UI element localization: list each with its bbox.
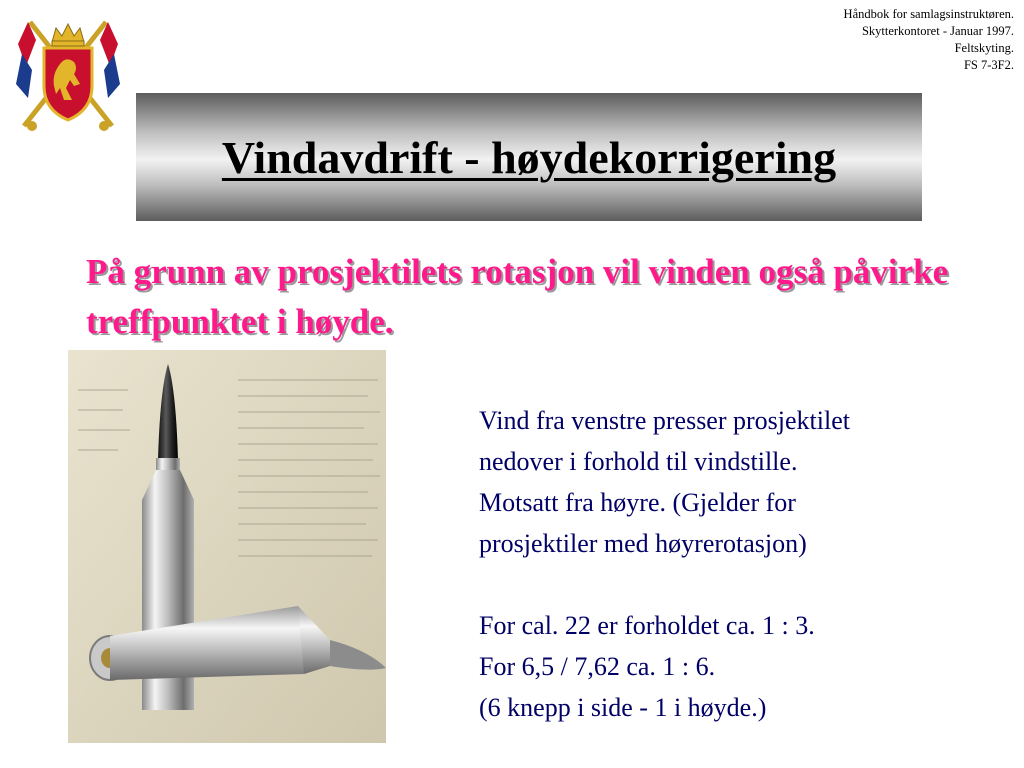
document-reference — [844, 6, 1014, 74]
title-bar — [136, 93, 922, 221]
reference-line-office: Skytterkontoret - Januar 1997. — [861, 24, 1014, 38]
explanation-text — [479, 400, 1019, 728]
rifle-cartridges-photo — [68, 350, 386, 743]
shooting-association-emblem-icon — [14, 14, 122, 138]
explanation-line: Motsatt fra høyre. (Gjelder for — [479, 488, 796, 517]
page-title: Vindavdrift - høydekorrigering — [221, 131, 837, 183]
paragraph-gap — [479, 564, 1019, 605]
explanation-line: Vind fra venstre presser prosjektilet — [479, 406, 850, 435]
reference-line-code: FS 7-3F2. — [963, 58, 1014, 72]
reference-line-discipline: Feltskyting. — [954, 41, 1014, 55]
reference-line-handbook: Håndbok for samlagsinstruktøren. — [843, 7, 1014, 21]
explanation-line: nedover i forhold til vindstille. — [479, 447, 798, 476]
ratio-line: For cal. 22 er forholdet ca. 1 : 3. — [479, 611, 815, 640]
intro-text: På grunn av prosjektilets rotasjon vil vinden også påvirke treffpunktet i høyde. — [86, 252, 949, 341]
ratio-line: (6 knepp i side - 1 i høyde.) — [479, 693, 767, 722]
ratio-line: For 6,5 / 7,62 ca. 1 : 6. — [479, 652, 716, 681]
explanation-line: prosjektiler med høyrerotasjon) — [479, 529, 807, 558]
